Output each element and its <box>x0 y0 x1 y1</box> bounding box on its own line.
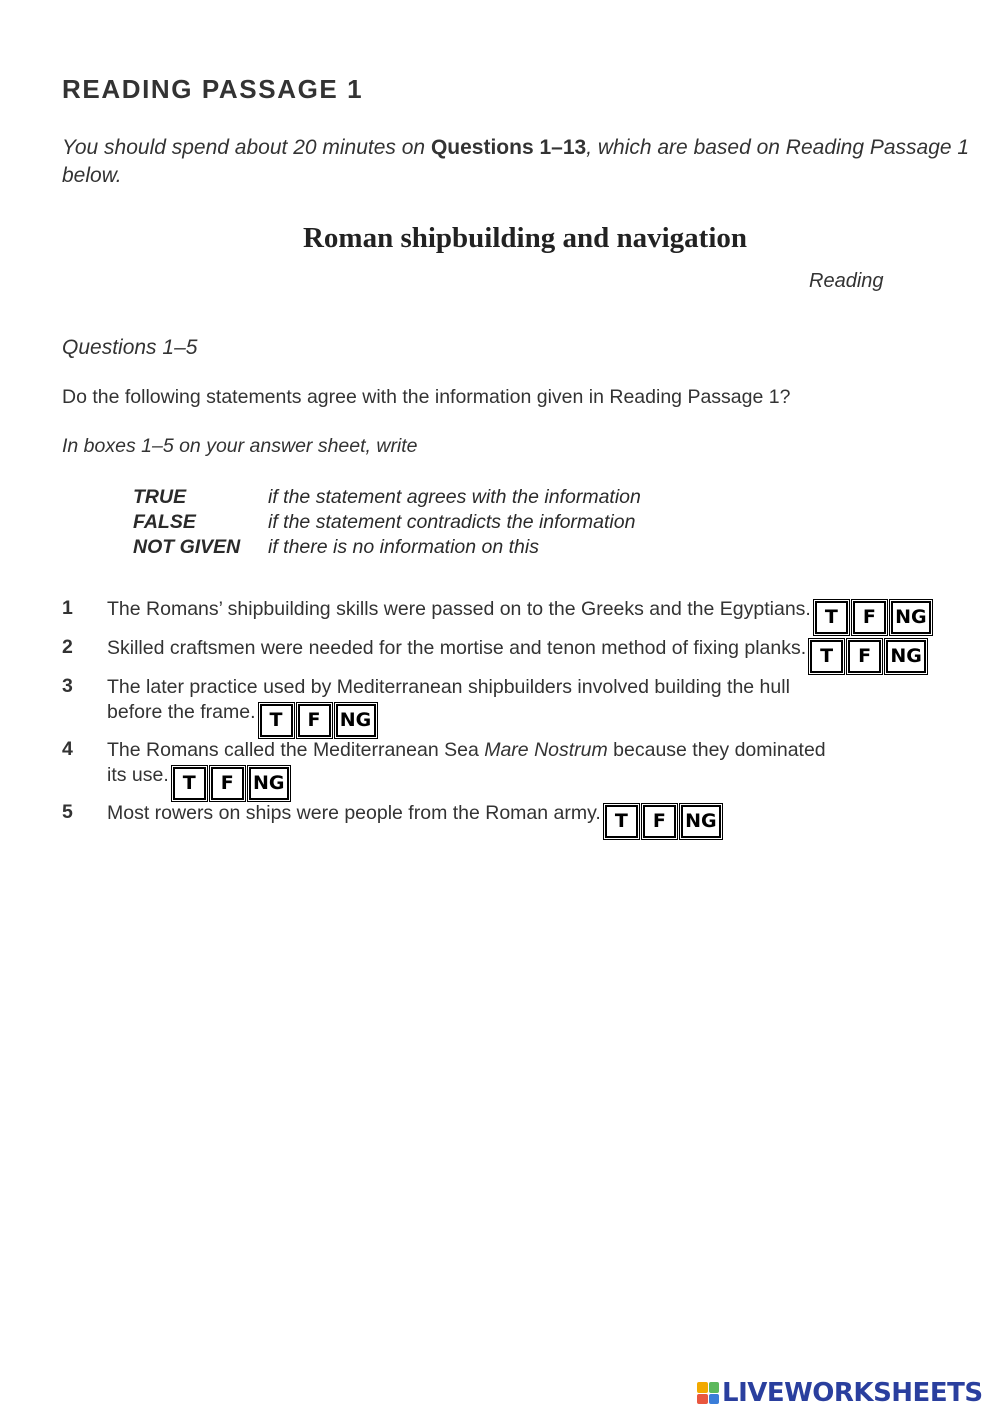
question-5 <box>107 801 723 838</box>
not-given-button[interactable]: NG <box>249 767 289 800</box>
question-text: Skilled craftsmen were needed for the mortise and tenon method of fixing planks. <box>107 637 807 659</box>
question-number: 2 <box>62 636 73 658</box>
article-tag: Reading <box>809 270 884 292</box>
article-title: Roman shipbuilding and navigation <box>302 222 748 254</box>
question-text-line2: its use. <box>107 764 169 786</box>
true-button[interactable]: T <box>260 704 293 737</box>
legend-desc: if the statement agrees with the information <box>268 486 641 508</box>
legend-desc: if the statement contradicts the information <box>268 511 636 533</box>
time-instruction <box>62 134 982 190</box>
answer-options <box>171 767 291 800</box>
question-text-cont <box>107 700 790 737</box>
true-button[interactable]: T <box>605 805 638 838</box>
question-text-italic: Mare Nostrum <box>484 739 608 761</box>
question-3 <box>107 675 790 737</box>
intro-questions-range: Questions 1–13 <box>430 136 587 159</box>
answer-options <box>813 601 933 634</box>
question-number: 1 <box>62 597 73 619</box>
answer-instruction: In boxes 1–5 on your answer sheet, write <box>62 435 418 457</box>
question-2 <box>107 636 928 673</box>
intro-text-end: , which are based on Reading Passage 1 below. <box>62 136 970 187</box>
answer-options <box>808 640 928 673</box>
question-text: The Romans’ shipbuilding skills were passed on to the Greeks and the Egyptians. <box>107 598 811 620</box>
answer-options <box>603 805 723 838</box>
legend-row-true <box>133 485 641 510</box>
intro-text: You should spend about 20 minutes on <box>62 136 431 159</box>
not-given-button[interactable]: NG <box>681 805 721 838</box>
true-button[interactable]: T <box>173 767 206 800</box>
false-button[interactable]: F <box>848 640 881 673</box>
logo-mark-square <box>709 1394 720 1405</box>
legend-key: TRUE <box>133 486 187 508</box>
answer-legend <box>133 485 641 560</box>
logo-mark-square <box>697 1382 708 1393</box>
logo-mark-square <box>697 1394 708 1405</box>
true-button[interactable]: T <box>815 601 848 634</box>
question-text-start: The Romans called the Mediterranean Sea <box>107 739 485 761</box>
question-4 <box>107 738 826 800</box>
question-number: 3 <box>62 675 73 697</box>
legend-key: NOT GIVEN <box>133 536 241 558</box>
legend-desc: if there is no information on this <box>268 536 539 558</box>
liveworksheets-logo <box>697 1378 983 1408</box>
question-number: 5 <box>62 801 73 823</box>
false-button[interactable]: F <box>211 767 244 800</box>
logo-mark-icon <box>697 1382 719 1404</box>
legend-row-false <box>133 510 641 535</box>
not-given-button[interactable]: NG <box>891 601 931 634</box>
passage-title: READING PASSAGE 1 <box>62 74 364 104</box>
question-text <box>107 738 826 763</box>
not-given-button[interactable]: NG <box>886 640 926 673</box>
question-1 <box>107 597 933 634</box>
false-button[interactable]: F <box>298 704 331 737</box>
questions-range: Questions 1–5 <box>62 336 198 359</box>
logo-mark-square <box>709 1382 720 1393</box>
false-button[interactable]: F <box>853 601 886 634</box>
question-text: Most rowers on ships were people from the Roman army. <box>107 802 601 824</box>
question-text-end: because they dominated <box>607 739 826 761</box>
not-given-button[interactable]: NG <box>336 704 376 737</box>
question-text: The later practice used by Mediterranean shipbuilders involved building the hull <box>107 676 790 698</box>
question-number: 4 <box>62 738 73 760</box>
instruction-text: Do the following statements agree with the information given in Reading Passage 1? <box>62 386 791 408</box>
false-button[interactable]: F <box>643 805 676 838</box>
legend-key: FALSE <box>133 511 196 533</box>
true-button[interactable]: T <box>810 640 843 673</box>
logo-text: LIVEWORKSHEETS <box>722 1378 983 1408</box>
legend-row-not-given <box>133 535 641 560</box>
answer-options <box>258 704 378 737</box>
question-text-cont <box>107 763 826 800</box>
question-text-line2: before the frame. <box>107 701 256 723</box>
